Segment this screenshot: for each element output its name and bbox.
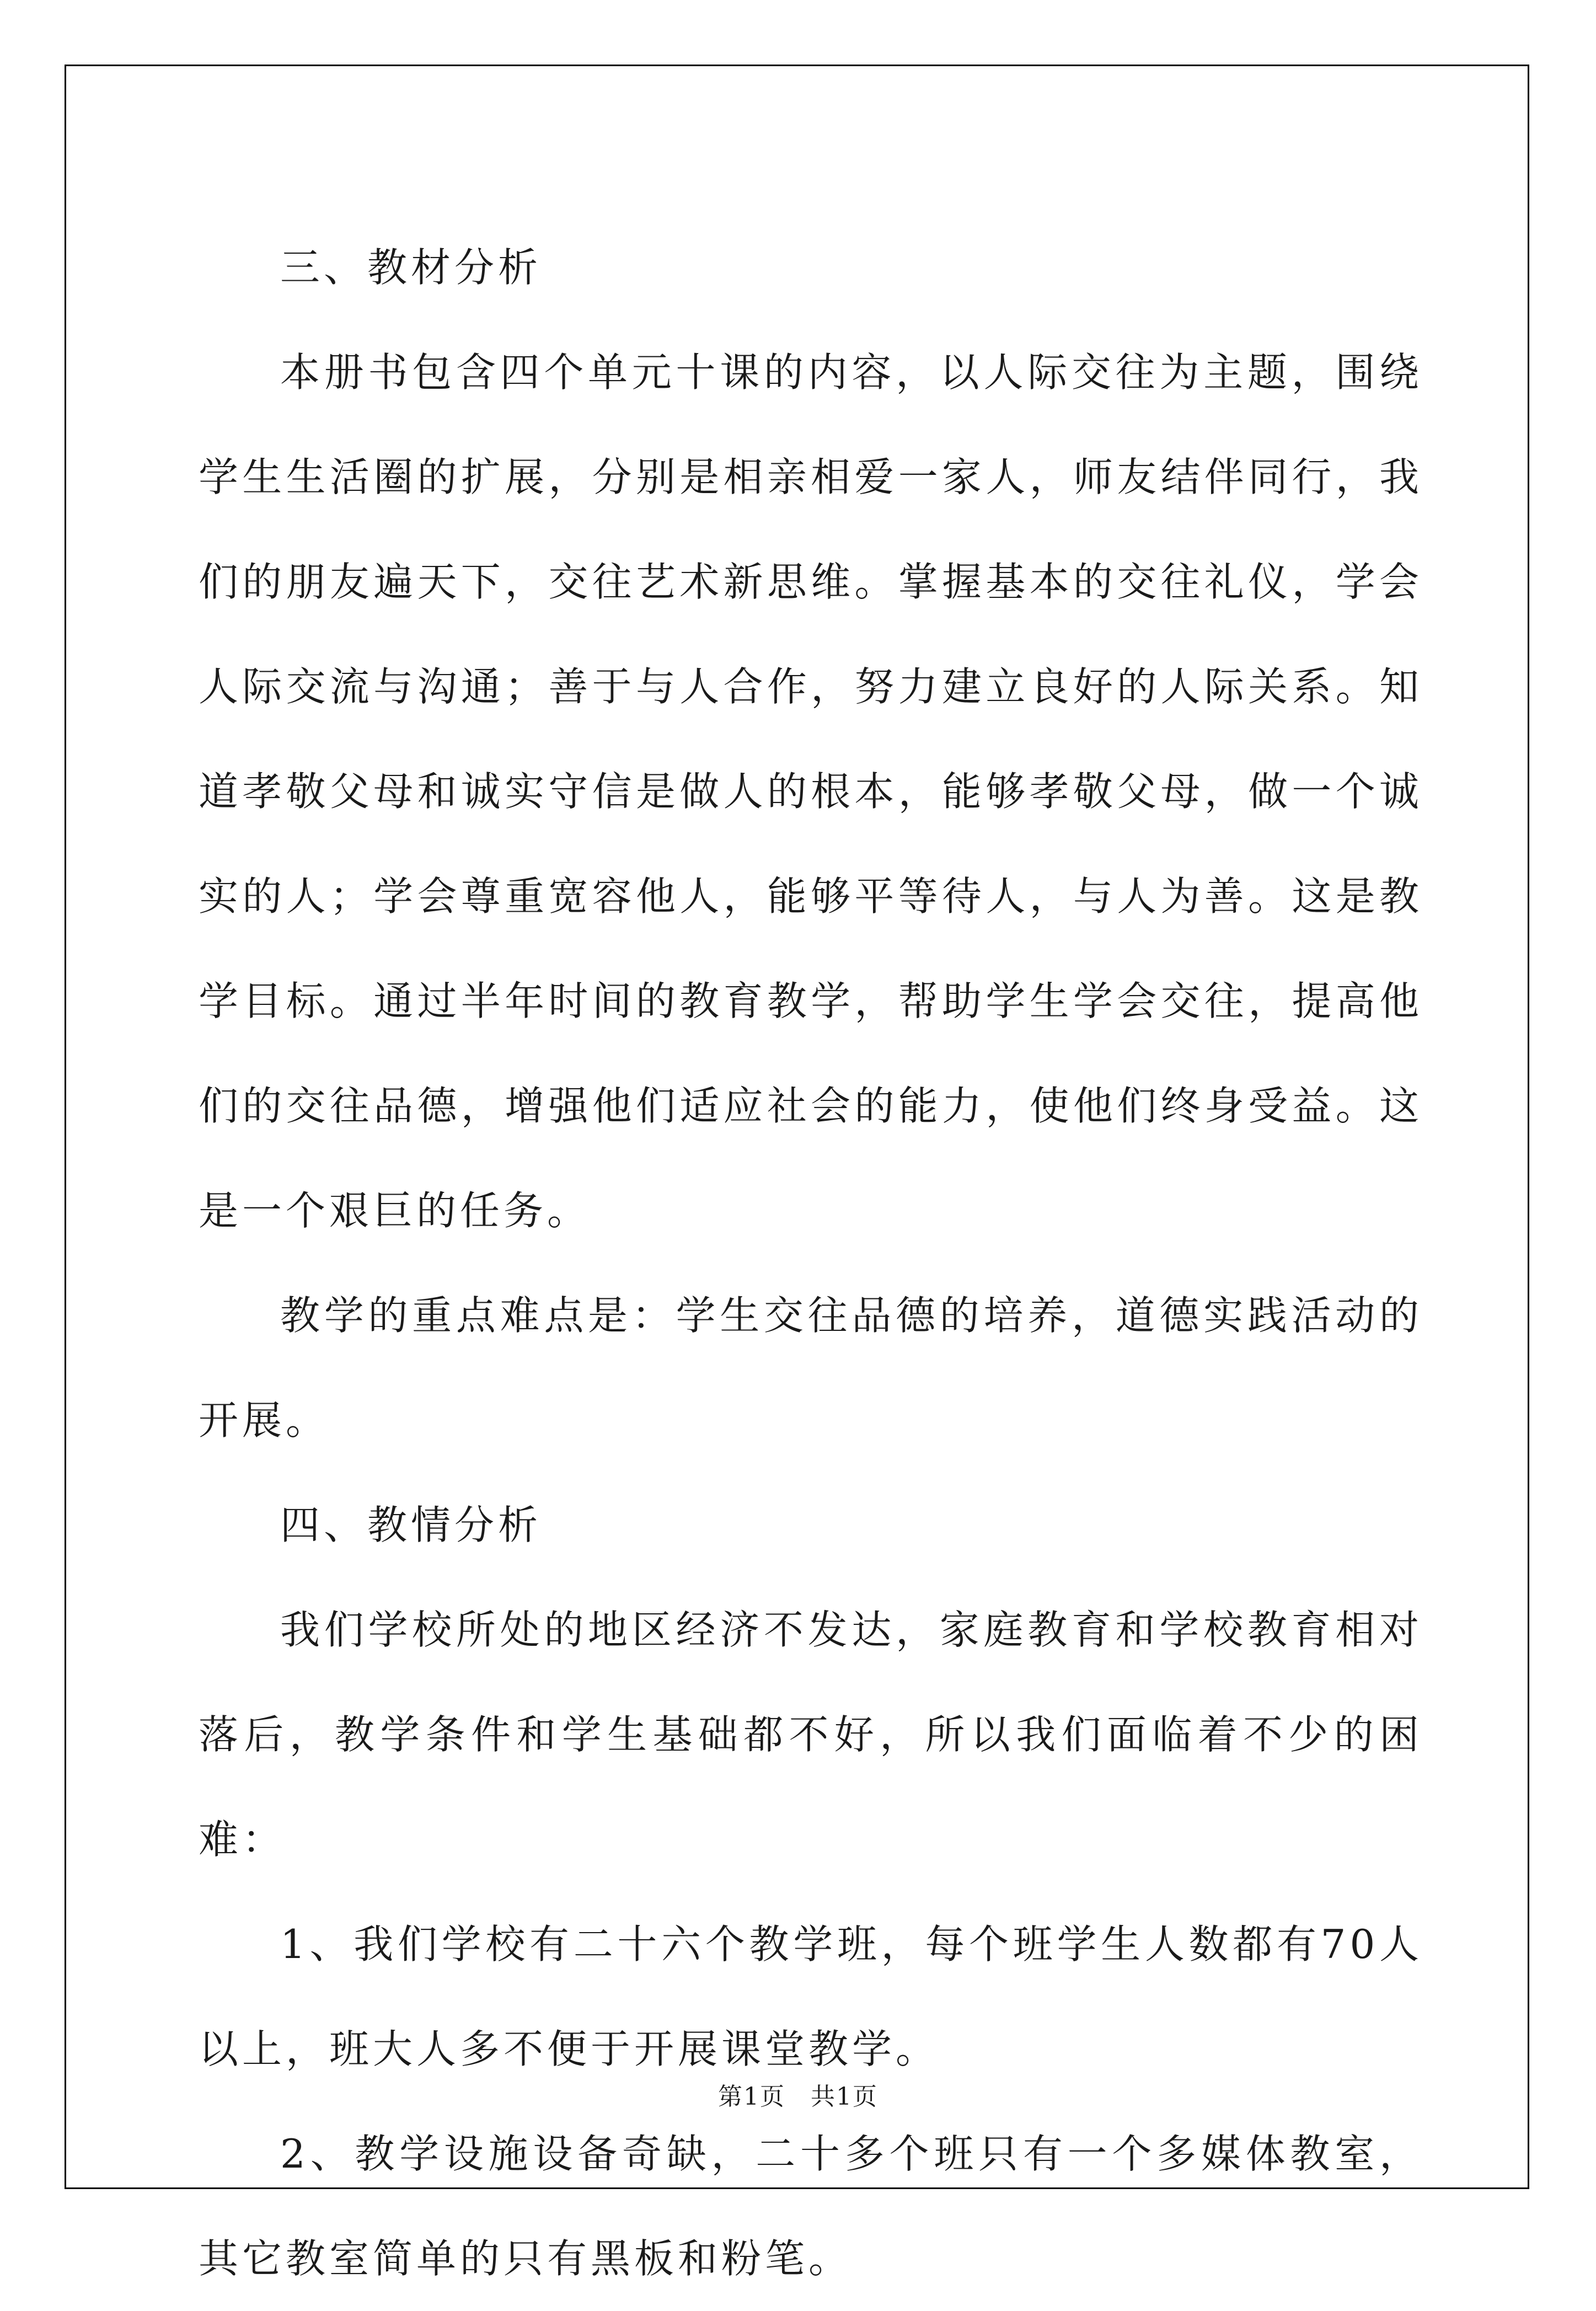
paragraph-item-1: 1、我们学校有二十六个教学班，每个班学生人数都有70人以上，班大人多不便于开展课堂教学。	[199, 1921, 1423, 2072]
paragraph-item-2: 2、教学设施设备奇缺，二十多个班只有一个多媒体教室，其它教室简单的只有黑板和粉笔。	[199, 2131, 1423, 2282]
section-heading-textbook-analysis: 三、教材分析	[280, 244, 542, 291]
document-body	[199, 215, 1423, 2311]
page-footer: 第1页 共1页	[718, 2083, 878, 2111]
paragraph-key-difficulties: 教学的重点难点是：学生交往品德的培养，道德实践活动的开展。	[199, 1292, 1423, 1443]
section-heading-teaching-situation: 四、教情分析	[280, 1502, 542, 1548]
paragraph-textbook-content: 本册书包含四个单元十课的内容，以人际交往为主题，围绕学生生活圈的扩展，分别是相亲相爱一家人，师友结伴同行，我们的朋友遍天下，交往艺术新思维。掌握基本的交往礼仪，学会人际交流与沟通；善于与人合作，努力建立良好的人际关系。知道孝敬父母和诚实守信是做人的根本，能够孝敬父母，做一个诚实的人；学会尊重宽容他人，能够平等待人，与人为善。这是教学目标。通过半年时间的教育教学，帮助学生学会交往，提高他们的交往品德，增强他们适应社会的能力，使他们终身受益。这是一个艰巨的任务。	[199, 349, 1423, 1234]
paragraph-school-situation: 我们学校所处的地区经济不发达，家庭教育和学校教育相对落后，教学条件和学生基础都不好，所以我们面临着不少的困难：	[199, 1607, 1423, 1863]
